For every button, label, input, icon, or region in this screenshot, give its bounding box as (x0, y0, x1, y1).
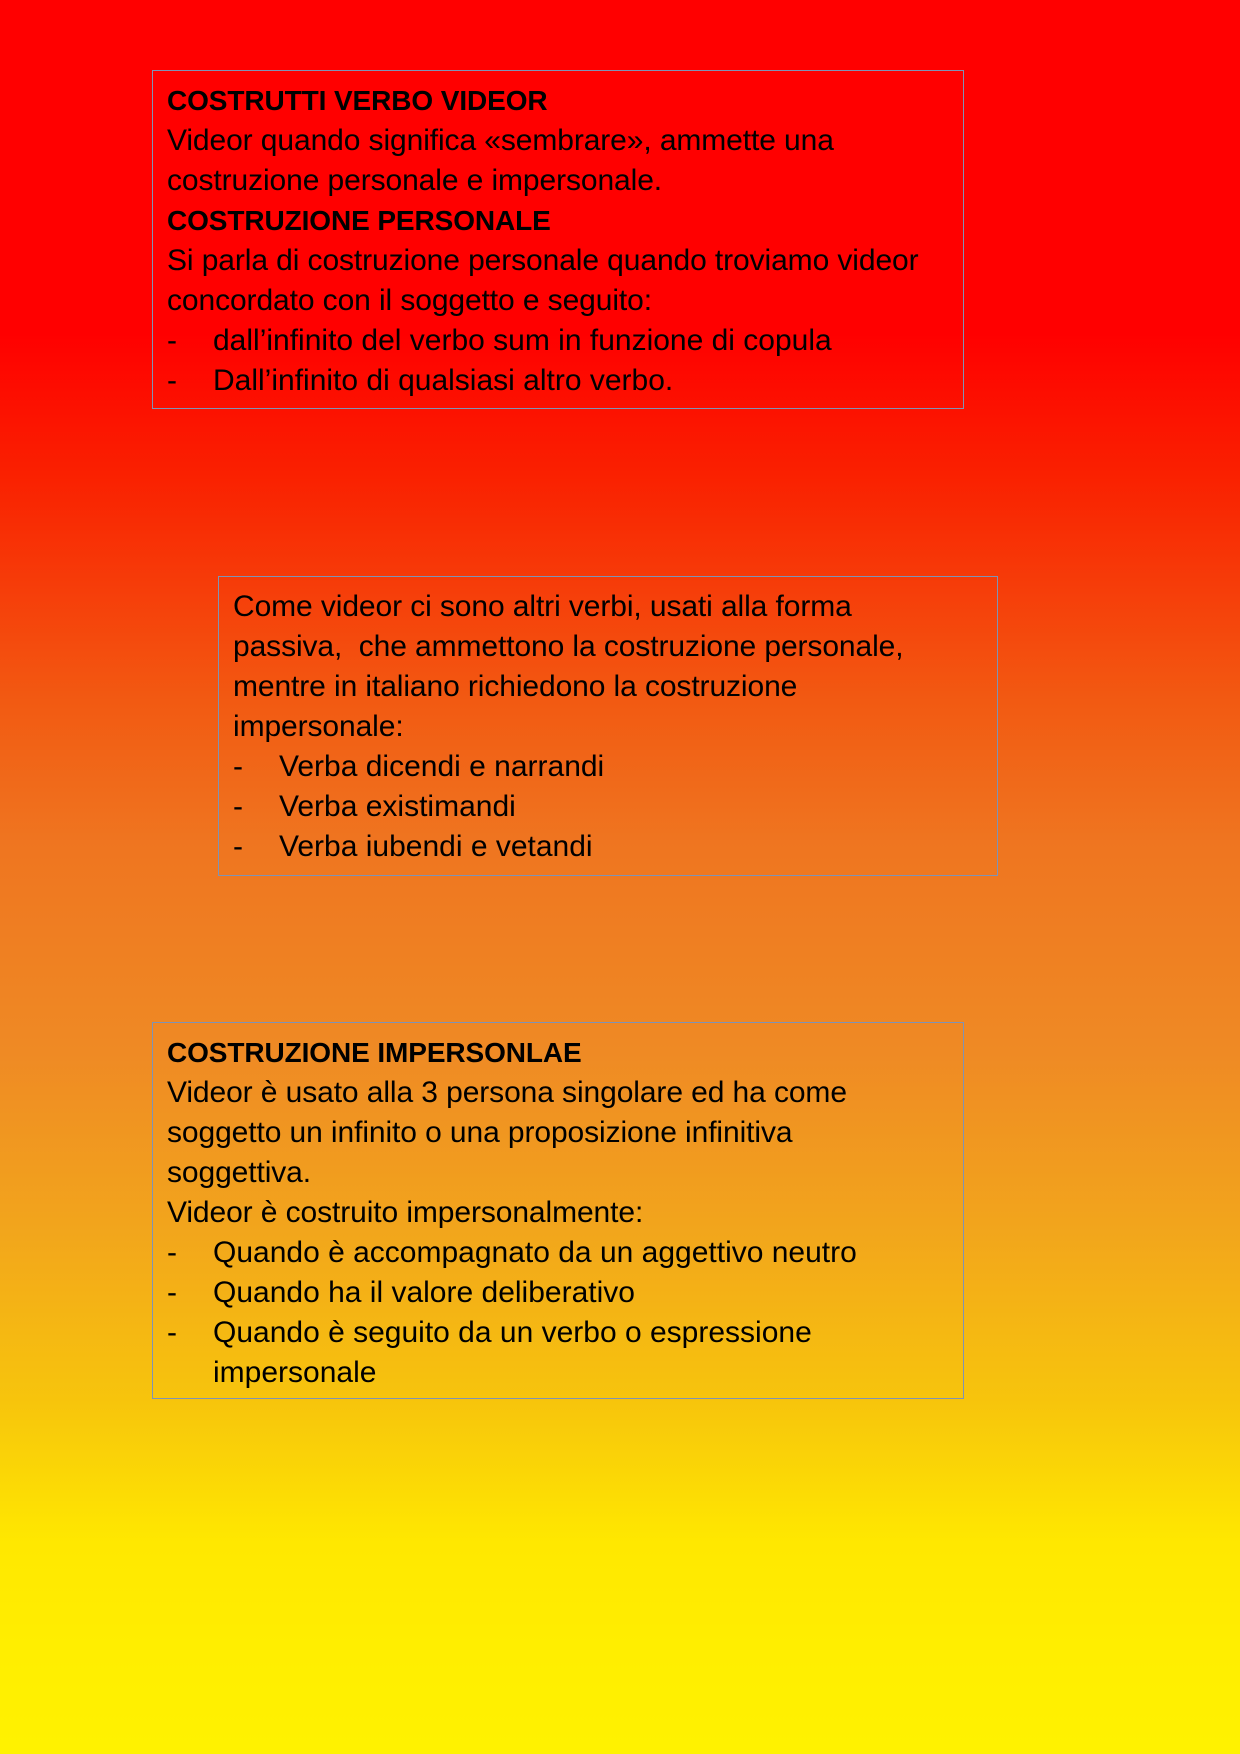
box3-line-4: Videor è costruito impersonalmente: (167, 1196, 644, 1229)
box3-bullet-3-continuation: impersonale (213, 1356, 377, 1389)
box2-line-1: Come videor ci sono altri verbi, usati alla forma (233, 590, 852, 623)
dash-bullet-icon: - (233, 750, 243, 783)
box1-subheading: COSTRUZIONE PERSONALE (167, 205, 551, 236)
box1-bullet-2-text: Dall’infinito di qualsiasi altro verbo. (213, 364, 674, 397)
box1-bullet-1 (167, 321, 949, 361)
box2-bullet-3-text: Verba iubendi e vetandi (279, 830, 593, 863)
box3-line-1: Videor è usato alla 3 persona singolare ed ha come (167, 1076, 847, 1109)
dash-bullet-icon: - (233, 790, 243, 823)
box3-bullet-1-text: Quando è accompagnato da un aggettivo neutro (213, 1236, 857, 1269)
box3-line-2: soggetto un infinito o una proposizione infinitiva (167, 1116, 793, 1149)
box3-line-3: soggettiva. (167, 1156, 311, 1189)
box1-heading: COSTRUTTI VERBO VIDEOR (167, 85, 548, 116)
box2-line-3: mentre in italiano richiedono la costruzione (233, 670, 798, 703)
box1-bullet-1-text: dall’infinito del verbo sum in funzione di copula (213, 324, 832, 357)
box2-line-4: impersonale: (233, 710, 404, 743)
box3-bullet-3-text: Quando è seguito da un verbo o espressione (213, 1316, 812, 1349)
dash-bullet-icon: - (167, 1316, 177, 1349)
box2-bullet-1-text: Verba dicendi e narrandi (279, 750, 605, 783)
box2-bullet-2 (233, 787, 983, 827)
box1-content (153, 71, 963, 413)
box3-bullet-1 (167, 1233, 949, 1273)
box3-bullet-2-text: Quando ha il valore deliberativo (213, 1276, 635, 1309)
dash-bullet-icon: - (167, 1276, 177, 1309)
box2-bullet-1 (233, 747, 983, 787)
box1-bullet-2 (167, 361, 949, 401)
costruzione-impersonale-box[interactable] (152, 1022, 964, 1399)
box2-line-2: passiva, che ammettono la costruzione personale, (233, 630, 904, 663)
dash-bullet-icon: - (167, 1236, 177, 1269)
box1-line-1: Videor quando significa «sembrare», ammette una (167, 124, 834, 157)
costrutti-verbo-videor-box[interactable] (152, 70, 964, 409)
dash-bullet-icon: - (233, 830, 243, 863)
box2-bullet-2-text: Verba existimandi (279, 790, 516, 823)
altri-verbi-box[interactable] (218, 576, 998, 876)
box2-bullet-3 (233, 827, 983, 867)
dash-bullet-icon: - (167, 364, 177, 397)
box3-content (153, 1023, 963, 1405)
box1-line-3: Si parla di costruzione personale quando troviamo videor (167, 244, 919, 277)
box3-bullet-3 (167, 1313, 949, 1353)
box2-content (219, 577, 997, 879)
box1-line-2: costruzione personale e impersonale. (167, 164, 663, 197)
box3-bullet-2 (167, 1273, 949, 1313)
dash-bullet-icon: - (167, 324, 177, 357)
box1-line-4: concordato con il soggetto e seguito: (167, 284, 652, 317)
box3-heading: COSTRUZIONE IMPERSONLAE (167, 1037, 582, 1068)
